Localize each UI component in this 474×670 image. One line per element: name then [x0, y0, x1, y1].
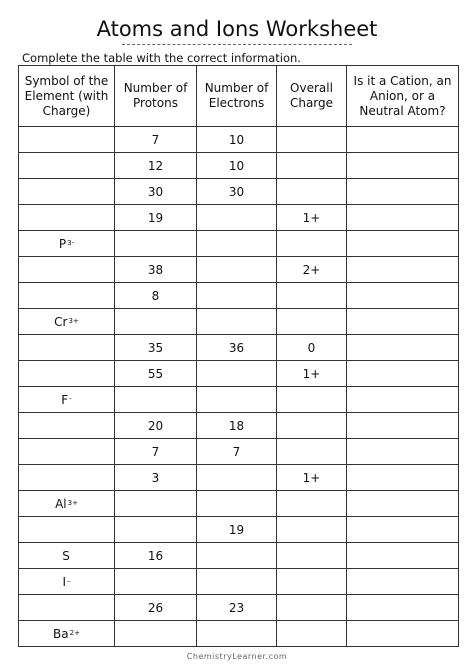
table-row [19, 439, 459, 465]
cell-symbol[interactable] [19, 153, 115, 179]
worksheet-title: Atoms and Ions Worksheet [96, 17, 378, 41]
cell-electrons[interactable] [197, 361, 277, 387]
table-row [19, 413, 459, 439]
cell-overall-charge[interactable] [277, 413, 347, 439]
cell-electrons[interactable]: 36 [197, 335, 277, 361]
table-row [19, 361, 459, 387]
table-row [19, 283, 459, 309]
cell-overall-charge[interactable] [277, 387, 347, 413]
table-row [19, 127, 459, 153]
cell-protons[interactable] [115, 387, 197, 413]
cell-ion-type[interactable] [347, 491, 459, 517]
cell-electrons[interactable]: 30 [197, 179, 277, 205]
cell-protons[interactable]: 3 [115, 465, 197, 491]
cell-protons[interactable]: 38 [115, 257, 197, 283]
element-symbol: Ba [53, 626, 69, 641]
element-symbol: Al [55, 496, 67, 511]
cell-electrons[interactable] [197, 465, 277, 491]
cell-electrons[interactable] [197, 205, 277, 231]
cell-ion-type[interactable] [347, 595, 459, 621]
cell-overall-charge[interactable] [277, 569, 347, 595]
cell-electrons[interactable] [197, 257, 277, 283]
element-symbol: S [62, 548, 70, 563]
cell-protons[interactable] [115, 621, 197, 647]
table-row [19, 491, 459, 517]
worksheet-table [18, 65, 459, 647]
cell-overall-charge[interactable] [277, 283, 347, 309]
cell-protons[interactable]: 30 [115, 179, 197, 205]
table-row [19, 621, 459, 647]
cell-overall-charge[interactable] [277, 153, 347, 179]
cell-symbol[interactable] [19, 387, 115, 413]
cell-overall-charge[interactable]: 0 [277, 335, 347, 361]
cell-symbol[interactable] [19, 309, 115, 335]
cell-ion-type[interactable] [347, 361, 459, 387]
cell-protons[interactable]: 7 [115, 127, 197, 153]
cell-ion-type[interactable] [347, 413, 459, 439]
header-electrons: Number of Electrons [197, 66, 277, 127]
cell-ion-type[interactable] [347, 127, 459, 153]
instructions-text: Complete the table with the correct information. [22, 51, 301, 65]
cell-electrons[interactable] [197, 309, 277, 335]
cell-protons[interactable]: 35 [115, 335, 197, 361]
cell-symbol[interactable] [19, 205, 115, 231]
cell-symbol[interactable] [19, 439, 115, 465]
cell-electrons[interactable] [197, 491, 277, 517]
cell-ion-type[interactable] [347, 387, 459, 413]
element-charge: – [67, 576, 71, 585]
cell-ion-type[interactable] [347, 543, 459, 569]
cell-electrons[interactable] [197, 387, 277, 413]
cell-protons[interactable]: 7 [115, 439, 197, 465]
cell-electrons[interactable] [197, 569, 277, 595]
cell-symbol[interactable] [19, 465, 115, 491]
cell-overall-charge[interactable]: 1+ [277, 361, 347, 387]
cell-ion-type[interactable] [347, 439, 459, 465]
table-body [19, 127, 459, 647]
cell-electrons[interactable]: 7 [197, 439, 277, 465]
element-charge: - [69, 394, 72, 403]
cell-symbol[interactable] [19, 335, 115, 361]
cell-electrons[interactable]: 19 [197, 517, 277, 543]
cell-protons[interactable]: 26 [115, 595, 197, 621]
element-charge: 2+ [69, 628, 80, 637]
cell-symbol[interactable] [19, 517, 115, 543]
cell-overall-charge[interactable] [277, 595, 347, 621]
element-symbol: F [61, 392, 69, 407]
cell-ion-type[interactable] [347, 205, 459, 231]
cell-protons[interactable] [115, 231, 197, 257]
table-row [19, 517, 459, 543]
cell-electrons[interactable] [197, 543, 277, 569]
cell-ion-type[interactable] [347, 257, 459, 283]
cell-protons[interactable]: 8 [115, 283, 197, 309]
cell-symbol[interactable] [19, 621, 115, 647]
table-row [19, 543, 459, 569]
table-row [19, 387, 459, 413]
table-header-row [19, 66, 459, 127]
cell-overall-charge[interactable]: 1+ [277, 465, 347, 491]
element-charge: 3+ [67, 498, 78, 507]
cell-symbol[interactable] [19, 283, 115, 309]
table-row [19, 335, 459, 361]
table-row [19, 595, 459, 621]
element-symbol: P [58, 236, 67, 251]
cell-overall-charge[interactable] [277, 231, 347, 257]
cell-overall-charge[interactable] [277, 127, 347, 153]
header-symbol: Symbol of the Element (with Charge) [19, 66, 115, 127]
cell-protons[interactable]: 20 [115, 413, 197, 439]
table-row [19, 257, 459, 283]
cell-protons[interactable] [115, 569, 197, 595]
table-row [19, 231, 459, 257]
cell-symbol[interactable] [19, 127, 115, 153]
cell-overall-charge[interactable] [277, 543, 347, 569]
title-underline [122, 44, 352, 45]
element-symbol: Cr [54, 314, 68, 329]
cell-electrons[interactable]: 10 [197, 127, 277, 153]
footer-credit: ChemistryLearner.com [186, 652, 288, 661]
cell-protons[interactable]: 55 [115, 361, 197, 387]
cell-protons[interactable] [115, 517, 197, 543]
cell-electrons[interactable] [197, 283, 277, 309]
cell-protons[interactable] [115, 491, 197, 517]
cell-overall-charge[interactable] [277, 621, 347, 647]
cell-ion-type[interactable] [347, 517, 459, 543]
cell-ion-type[interactable] [347, 283, 459, 309]
header-ion-type: Is it a Cation, an Anion, or a Neutral Atom? [347, 66, 459, 127]
cell-electrons[interactable] [197, 231, 277, 257]
cell-symbol[interactable] [19, 595, 115, 621]
cell-overall-charge[interactable] [277, 439, 347, 465]
cell-protons[interactable]: 12 [115, 153, 197, 179]
table-row [19, 179, 459, 205]
cell-overall-charge[interactable] [277, 491, 347, 517]
table-row [19, 205, 459, 231]
table-row [19, 153, 459, 179]
header-protons: Number of Protons [115, 66, 197, 127]
cell-ion-type[interactable] [347, 465, 459, 491]
cell-ion-type[interactable] [347, 231, 459, 257]
cell-symbol[interactable] [19, 543, 115, 569]
cell-overall-charge[interactable] [277, 517, 347, 543]
cell-ion-type[interactable] [347, 309, 459, 335]
cell-ion-type[interactable] [347, 153, 459, 179]
header-overall-charge: Overall Charge [277, 66, 347, 127]
cell-ion-type[interactable] [347, 179, 459, 205]
cell-overall-charge[interactable]: 2+ [277, 257, 347, 283]
cell-protons[interactable]: 19 [115, 205, 197, 231]
cell-protons[interactable]: 16 [115, 543, 197, 569]
cell-electrons[interactable]: 10 [197, 153, 277, 179]
cell-symbol[interactable] [19, 361, 115, 387]
cell-ion-type[interactable] [347, 569, 459, 595]
element-charge: 3+ [68, 316, 79, 325]
cell-electrons[interactable] [197, 621, 277, 647]
cell-ion-type[interactable] [347, 335, 459, 361]
cell-symbol[interactable] [19, 413, 115, 439]
element-charge: 3- [67, 238, 75, 247]
element-symbol: I [62, 574, 67, 589]
cell-symbol[interactable] [19, 569, 115, 595]
table-row [19, 569, 459, 595]
table-row [19, 309, 459, 335]
cell-ion-type[interactable] [347, 621, 459, 647]
cell-symbol[interactable] [19, 491, 115, 517]
cell-symbol[interactable] [19, 231, 115, 257]
cell-overall-charge[interactable]: 1+ [277, 205, 347, 231]
cell-overall-charge[interactable] [277, 309, 347, 335]
cell-electrons[interactable]: 23 [197, 595, 277, 621]
cell-overall-charge[interactable] [277, 179, 347, 205]
cell-symbol[interactable] [19, 179, 115, 205]
cell-symbol[interactable] [19, 257, 115, 283]
cell-protons[interactable] [115, 309, 197, 335]
cell-electrons[interactable]: 18 [197, 413, 277, 439]
table-row [19, 465, 459, 491]
